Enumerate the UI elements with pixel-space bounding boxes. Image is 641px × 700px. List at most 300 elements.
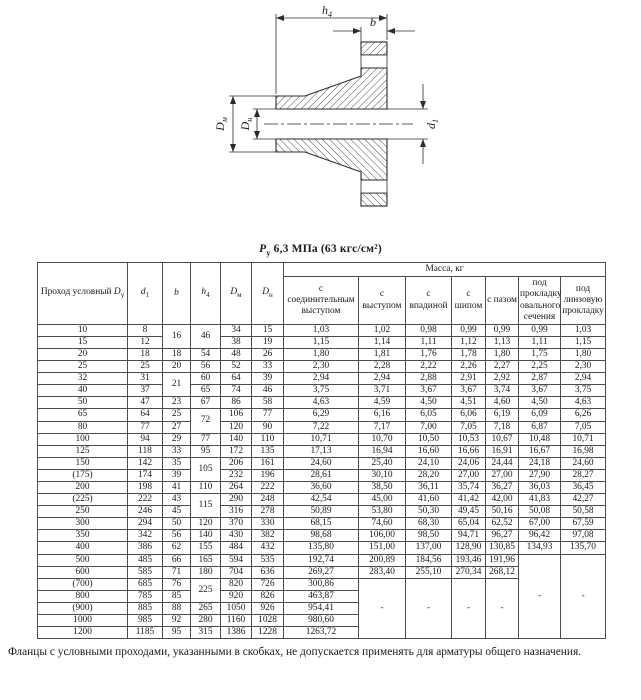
data-cell: 1,78 xyxy=(452,348,486,360)
data-cell: 72 xyxy=(191,409,221,433)
data-cell: 222 xyxy=(128,494,163,506)
data-cell: 820 xyxy=(221,578,252,590)
data-cell: 4,50 xyxy=(406,397,452,409)
data-cell: 110 xyxy=(191,481,221,493)
data-cell: 2,94 xyxy=(284,373,359,385)
data-cell: 1,03 xyxy=(561,324,606,336)
data-cell: 10,71 xyxy=(284,433,359,445)
data-cell: 52 xyxy=(221,361,252,373)
data-cell: 106,00 xyxy=(359,530,406,542)
data-cell: 200,89 xyxy=(359,554,406,566)
table-row xyxy=(38,518,606,530)
table-wrap xyxy=(0,257,641,639)
data-cell: 430 xyxy=(221,530,252,542)
data-cell: 165 xyxy=(191,554,221,566)
data-cell: 62 xyxy=(163,542,191,554)
data-cell: 120 xyxy=(221,421,252,433)
data-cell: 90 xyxy=(252,421,284,433)
data-cell: 36,45 xyxy=(561,481,606,493)
data-cell: 432 xyxy=(252,542,284,554)
table-row xyxy=(38,554,606,566)
data-cell: 4,59 xyxy=(359,397,406,409)
data-cell: 85 xyxy=(163,590,191,602)
data-cell: 1,02 xyxy=(359,324,406,336)
data-cell: 128,90 xyxy=(452,542,486,554)
data-cell: 45 xyxy=(163,506,191,518)
data-cell: 7,05 xyxy=(561,421,606,433)
data-cell: 33 xyxy=(252,361,284,373)
data-cell: 4,60 xyxy=(486,397,519,409)
data-cell: 16,66 xyxy=(452,445,486,457)
data-cell: 27,90 xyxy=(519,469,561,481)
data-cell: 0,99 xyxy=(486,324,519,336)
data-cell: 115 xyxy=(191,494,221,518)
data-cell: 39 xyxy=(163,469,191,481)
b-label: b xyxy=(369,15,376,29)
table-row xyxy=(38,530,606,542)
data-cell: 1160 xyxy=(221,615,252,627)
data-cell: 80 xyxy=(38,421,128,433)
data-cell: 27,00 xyxy=(486,469,519,481)
data-cell: 485 xyxy=(128,554,163,566)
data-cell: 283,40 xyxy=(359,566,406,578)
mass-subheader: с шипом xyxy=(452,277,486,324)
data-cell: 500 xyxy=(38,554,128,566)
data-cell: 222 xyxy=(252,481,284,493)
table-row xyxy=(38,542,606,554)
data-cell: 17,13 xyxy=(284,445,359,457)
data-cell: 29 xyxy=(163,433,191,445)
data-cell: 350 xyxy=(38,530,128,542)
data-cell: 151,00 xyxy=(359,542,406,554)
data-cell: 1,14 xyxy=(359,336,406,348)
data-cell: 2,25 xyxy=(519,361,561,373)
data-cell: 98,50 xyxy=(406,530,452,542)
data-cell: 12 xyxy=(128,336,163,348)
data-cell: 10,53 xyxy=(452,433,486,445)
data-cell: 68,15 xyxy=(284,518,359,530)
data-cell: 41,42 xyxy=(452,494,486,506)
data-cell: 7,05 xyxy=(452,421,486,433)
data-cell: 7,00 xyxy=(406,421,452,433)
data-cell: 67,59 xyxy=(561,518,606,530)
data-cell: 2,26 xyxy=(452,361,486,373)
data-cell: 2,30 xyxy=(284,361,359,373)
data-cell: 94,71 xyxy=(452,530,486,542)
data-cell: 62,52 xyxy=(486,518,519,530)
data-cell: 41 xyxy=(163,481,191,493)
data-cell: 2,28 xyxy=(359,361,406,373)
data-cell: 56 xyxy=(191,361,221,373)
dim-header: Проход условный $D_у$ xyxy=(38,263,128,324)
data-cell: 246 xyxy=(128,506,163,518)
dim-header: b xyxy=(163,263,191,324)
data-cell: 2,94 xyxy=(561,373,606,385)
data-cell: 1386 xyxy=(221,627,252,639)
data-cell: 600 xyxy=(38,566,128,578)
data-cell: 191,96 xyxy=(486,554,519,566)
data-cell: 594 xyxy=(221,554,252,566)
data-cell: 270,34 xyxy=(452,566,486,578)
data-cell: 67 xyxy=(191,397,221,409)
data-cell: 342 xyxy=(128,530,163,542)
data-cell: 785 xyxy=(128,590,163,602)
data-cell: 140 xyxy=(221,433,252,445)
data-cell: 7,17 xyxy=(359,421,406,433)
data-cell: (700) xyxy=(38,578,128,590)
data-cell: 172 xyxy=(221,445,252,457)
data-cell: 65 xyxy=(191,385,221,397)
data-cell: 926 xyxy=(252,602,284,614)
dm-label: $D_м$ xyxy=(212,117,229,131)
data-cell: 3,67 xyxy=(519,385,561,397)
data-cell: 386 xyxy=(128,542,163,554)
data-cell: 50,58 xyxy=(561,506,606,518)
data-cell: 225 xyxy=(191,578,221,602)
data-cell: 36,27 xyxy=(486,481,519,493)
data-cell: 21 xyxy=(163,373,191,397)
data-cell: 94 xyxy=(128,433,163,445)
data-cell: 1228 xyxy=(252,627,284,639)
data-cell: 27 xyxy=(163,421,191,433)
data-cell: 41,60 xyxy=(406,494,452,506)
data-cell: 106 xyxy=(221,409,252,421)
data-cell: 6,29 xyxy=(284,409,359,421)
data-cell: 2,27 xyxy=(486,361,519,373)
data-cell: 110 xyxy=(252,433,284,445)
mass-subheader: с впадиной xyxy=(406,277,452,324)
data-cell: 4,51 xyxy=(452,397,486,409)
data-cell: 10,48 xyxy=(519,433,561,445)
data-cell: 1,11 xyxy=(519,336,561,348)
data-cell: 250 xyxy=(38,506,128,518)
data-cell: 2,30 xyxy=(561,361,606,373)
mass-subheader: с пазом xyxy=(486,277,519,324)
data-cell: 280 xyxy=(191,615,221,627)
data-cell: 15 xyxy=(252,324,284,336)
data-cell: 46 xyxy=(191,324,221,348)
data-cell: (900) xyxy=(38,602,128,614)
data-cell: 278 xyxy=(252,506,284,518)
caption-subscript: у xyxy=(266,248,271,258)
data-cell: 535 xyxy=(252,554,284,566)
data-cell: 484 xyxy=(221,542,252,554)
flange-table xyxy=(37,262,606,639)
dn-label: $D_н$ xyxy=(237,117,254,131)
data-cell: 1,11 xyxy=(406,336,452,348)
data-cell: 370 xyxy=(221,518,252,530)
data-cell: 980,60 xyxy=(284,615,359,627)
data-cell: - xyxy=(561,554,606,639)
data-cell: 125 xyxy=(38,445,128,457)
caption-symbol: P xyxy=(259,243,267,255)
dimension-labels xyxy=(213,3,440,132)
data-cell: 1200 xyxy=(38,627,128,639)
data-cell: 10 xyxy=(38,324,128,336)
data-cell: 45,00 xyxy=(359,494,406,506)
data-cell: 25 xyxy=(163,409,191,421)
data-cell: 2,22 xyxy=(406,361,452,373)
pressure-caption xyxy=(0,243,641,257)
data-cell: 36,60 xyxy=(284,481,359,493)
data-cell: 300,86 xyxy=(284,578,359,590)
data-cell: 95 xyxy=(163,627,191,639)
data-cell: 3,71 xyxy=(359,385,406,397)
table-row xyxy=(38,397,606,409)
data-cell: 25 xyxy=(128,361,163,373)
caption-text: 6,3 МПа (63 кгс/см²) xyxy=(270,243,382,255)
data-cell: 130,85 xyxy=(486,542,519,554)
data-cell: 42,27 xyxy=(561,494,606,506)
data-cell: 174 xyxy=(128,469,163,481)
data-cell: 68,30 xyxy=(406,518,452,530)
data-cell: 685 xyxy=(128,578,163,590)
data-cell: 96,42 xyxy=(519,530,561,542)
table-row xyxy=(38,361,606,373)
mass-subheader: под прокладку овального сечения xyxy=(519,277,561,324)
data-cell: 300 xyxy=(38,518,128,530)
data-cell: 36,11 xyxy=(406,481,452,493)
data-cell: 268,12 xyxy=(486,566,519,578)
data-cell: 20 xyxy=(38,348,128,360)
data-cell: 1,81 xyxy=(359,348,406,360)
data-cell: 65 xyxy=(38,409,128,421)
data-cell: 954,41 xyxy=(284,602,359,614)
data-cell: 118 xyxy=(128,445,163,457)
data-cell: 2,94 xyxy=(359,373,406,385)
data-cell: 88 xyxy=(163,602,191,614)
data-cell: 25,40 xyxy=(359,457,406,469)
data-cell: 1,15 xyxy=(284,336,359,348)
mass-subheader: с соединительным выступом xyxy=(284,277,359,324)
data-cell: 50 xyxy=(38,397,128,409)
data-cell: 200 xyxy=(38,481,128,493)
data-cell: 74,60 xyxy=(359,518,406,530)
data-cell: 134,93 xyxy=(519,542,561,554)
data-cell: 66 xyxy=(163,554,191,566)
data-cell: 41,83 xyxy=(519,494,561,506)
dim-header: $d_1$ xyxy=(128,263,163,324)
data-cell: 16,91 xyxy=(486,445,519,457)
data-cell: 330 xyxy=(252,518,284,530)
data-cell: 28,27 xyxy=(561,469,606,481)
data-cell: 294 xyxy=(128,518,163,530)
data-cell: 20 xyxy=(163,361,191,373)
data-cell: 50,08 xyxy=(519,506,561,518)
data-cell: 35,74 xyxy=(452,481,486,493)
data-cell: 95 xyxy=(191,445,221,457)
data-cell: 150 xyxy=(38,457,128,469)
data-cell: 39 xyxy=(252,373,284,385)
data-cell: 1,80 xyxy=(561,348,606,360)
data-cell: 50 xyxy=(163,518,191,530)
data-cell: - xyxy=(486,578,519,638)
data-cell: 264 xyxy=(221,481,252,493)
table-row xyxy=(38,457,606,469)
data-cell: 26 xyxy=(252,348,284,360)
data-cell: 3,67 xyxy=(452,385,486,397)
mass-subheader: с выступом xyxy=(359,277,406,324)
data-cell: 192,74 xyxy=(284,554,359,566)
data-cell: 50,30 xyxy=(406,506,452,518)
table-row xyxy=(38,373,606,385)
data-cell: 35 xyxy=(163,457,191,469)
footnote: Фланцы с условными проходами, указанными в скобках, не допускается применять для арматуры общего назначения. xyxy=(8,646,582,659)
dim-header: $D_м$ xyxy=(221,263,252,324)
data-cell: 97,08 xyxy=(561,530,606,542)
data-cell: 64 xyxy=(221,373,252,385)
data-cell: 77 xyxy=(252,409,284,421)
data-cell: 137,00 xyxy=(406,542,452,554)
data-cell: 10,50 xyxy=(406,433,452,445)
data-cell: 6,09 xyxy=(519,409,561,421)
data-cell: 15 xyxy=(38,336,128,348)
data-cell: - xyxy=(452,578,486,638)
data-cell: 193,46 xyxy=(452,554,486,566)
data-cell: 265 xyxy=(191,602,221,614)
data-cell: 2,88 xyxy=(406,373,452,385)
data-cell: 0,99 xyxy=(519,324,561,336)
data-cell: 161 xyxy=(252,457,284,469)
data-cell: 985 xyxy=(128,615,163,627)
data-cell: 105 xyxy=(191,457,221,481)
data-cell: 16 xyxy=(163,324,191,348)
data-cell: 43 xyxy=(163,494,191,506)
table-row xyxy=(38,494,606,506)
data-cell: 585 xyxy=(128,566,163,578)
data-cell: 2,92 xyxy=(486,373,519,385)
flange-drawing xyxy=(61,2,581,242)
data-cell: 1050 xyxy=(221,602,252,614)
data-cell: 3,67 xyxy=(406,385,452,397)
data-cell: (225) xyxy=(38,494,128,506)
data-cell: 65,04 xyxy=(452,518,486,530)
data-cell: 98,68 xyxy=(284,530,359,542)
data-cell: 86 xyxy=(221,397,252,409)
data-cell: 184,56 xyxy=(406,554,452,566)
data-cell: 6,87 xyxy=(519,421,561,433)
data-cell: - xyxy=(359,578,406,638)
data-cell: 0,98 xyxy=(406,324,452,336)
data-cell: 40 xyxy=(38,385,128,397)
data-cell: 16,98 xyxy=(561,445,606,457)
data-cell: 316 xyxy=(221,506,252,518)
data-cell: 24,06 xyxy=(452,457,486,469)
data-cell: 67,00 xyxy=(519,518,561,530)
data-cell: 400 xyxy=(38,542,128,554)
data-cell: 1263,72 xyxy=(284,627,359,639)
data-cell: 50,89 xyxy=(284,506,359,518)
data-cell: 290 xyxy=(221,494,252,506)
data-cell: 10,67 xyxy=(486,433,519,445)
data-cell: 18 xyxy=(163,348,191,360)
flange-body xyxy=(264,42,413,206)
data-cell: 16,94 xyxy=(359,445,406,457)
data-cell: 19 xyxy=(252,336,284,348)
data-cell: 269,27 xyxy=(284,566,359,578)
dim-header: $D_н$ xyxy=(252,263,284,324)
data-cell: 10,70 xyxy=(359,433,406,445)
data-cell: 885 xyxy=(128,602,163,614)
data-cell: 24,44 xyxy=(486,457,519,469)
data-cell: 24,60 xyxy=(284,457,359,469)
data-cell: 1,76 xyxy=(406,348,452,360)
data-cell: 704 xyxy=(221,566,252,578)
data-cell: 1185 xyxy=(128,627,163,639)
data-cell: 46 xyxy=(252,385,284,397)
data-cell: 232 xyxy=(221,469,252,481)
data-cell: 1,15 xyxy=(561,336,606,348)
data-cell: 38 xyxy=(221,336,252,348)
data-cell: 135,70 xyxy=(561,542,606,554)
data-cell: 4,63 xyxy=(284,397,359,409)
data-cell: 1,75 xyxy=(519,348,561,360)
data-cell: 36,03 xyxy=(519,481,561,493)
data-cell: 1028 xyxy=(252,615,284,627)
table-row xyxy=(38,348,606,360)
data-cell: 96,27 xyxy=(486,530,519,542)
data-cell: 77 xyxy=(128,421,163,433)
h4-label: $h_4$ xyxy=(321,3,332,19)
data-cell: 1,13 xyxy=(486,336,519,348)
data-cell: 8 xyxy=(128,324,163,336)
data-cell: 248 xyxy=(252,494,284,506)
data-cell: 25 xyxy=(38,361,128,373)
d1-label: $d_1$ xyxy=(423,119,440,129)
data-cell: 140 xyxy=(191,530,221,542)
data-cell: 47 xyxy=(128,397,163,409)
data-cell: 3,75 xyxy=(284,385,359,397)
data-cell: 800 xyxy=(38,590,128,602)
data-cell: 3,74 xyxy=(486,385,519,397)
data-cell: 16,60 xyxy=(406,445,452,457)
data-cell: 42,00 xyxy=(486,494,519,506)
data-cell: 6,16 xyxy=(359,409,406,421)
data-cell: 71 xyxy=(163,566,191,578)
data-cell: 142 xyxy=(128,457,163,469)
data-cell: 33 xyxy=(163,445,191,457)
data-cell: 4,50 xyxy=(519,397,561,409)
data-cell: 155 xyxy=(191,542,221,554)
data-cell: 16,67 xyxy=(519,445,561,457)
data-cell: 196 xyxy=(252,469,284,481)
data-cell: 6,05 xyxy=(406,409,452,421)
data-cell: 38,50 xyxy=(359,481,406,493)
table-row xyxy=(38,409,606,421)
data-cell: 100 xyxy=(38,433,128,445)
data-cell: - xyxy=(519,554,561,639)
data-cell: 50,16 xyxy=(486,506,519,518)
table-body xyxy=(38,324,606,638)
data-cell: 1,03 xyxy=(284,324,359,336)
data-cell: 37 xyxy=(128,385,163,397)
data-cell: 32 xyxy=(38,373,128,385)
data-cell: 1,12 xyxy=(452,336,486,348)
data-cell: 10,71 xyxy=(561,433,606,445)
data-cell: 135,80 xyxy=(284,542,359,554)
data-cell: 53,80 xyxy=(359,506,406,518)
data-cell: 48 xyxy=(221,348,252,360)
data-cell: 198 xyxy=(128,481,163,493)
data-cell: 76 xyxy=(163,578,191,590)
data-cell: 60 xyxy=(191,373,221,385)
table-row xyxy=(38,433,606,445)
data-cell: 77 xyxy=(191,433,221,445)
data-cell: 1000 xyxy=(38,615,128,627)
data-cell: 27,00 xyxy=(452,469,486,481)
data-cell: 28,61 xyxy=(284,469,359,481)
data-cell: 6,19 xyxy=(486,409,519,421)
